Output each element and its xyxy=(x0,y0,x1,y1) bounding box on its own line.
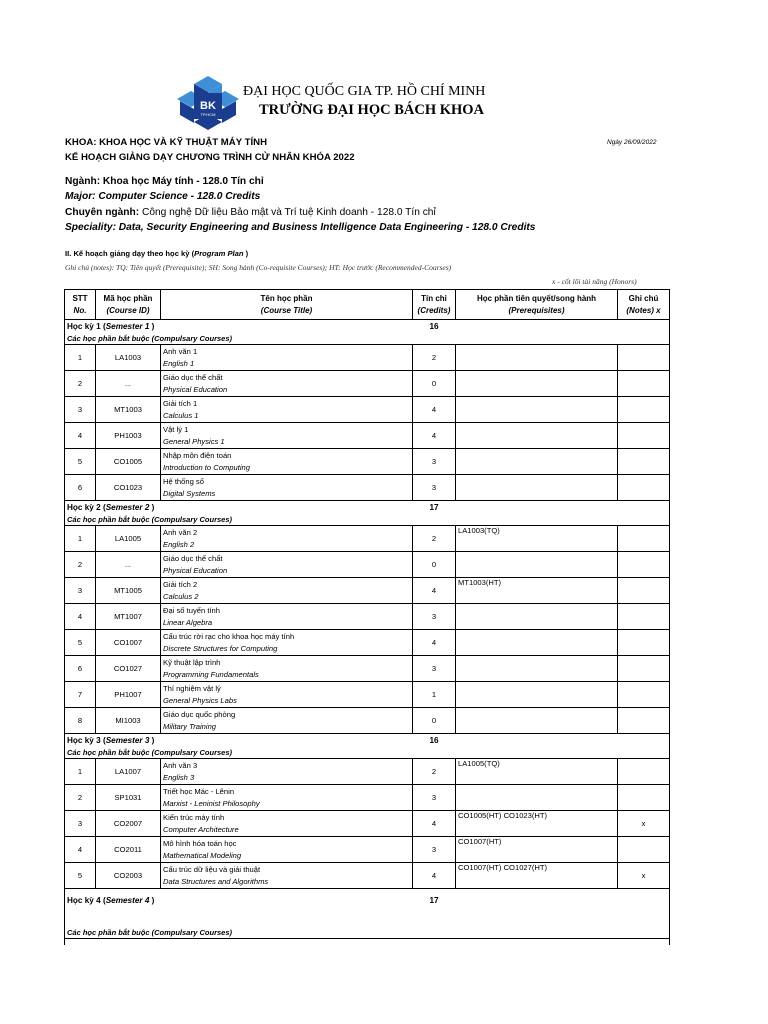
course-row xyxy=(65,708,670,734)
course-title-en xyxy=(163,617,410,629)
semester-label-vn: Học kỳ 2 ( xyxy=(67,503,106,512)
semester-credits: 16 xyxy=(413,320,456,334)
course-stt: 1 xyxy=(65,345,96,371)
course-title-vn: Anh văn 3 xyxy=(163,760,198,770)
course-note xyxy=(618,552,670,578)
course-row xyxy=(65,371,670,397)
course-title-en-text: Data Structures and Algorithms xyxy=(163,876,269,886)
course-title-en xyxy=(163,488,410,500)
course-stt: 2 xyxy=(65,371,96,397)
course-id: CO2003 xyxy=(96,863,161,889)
course-title-vn: Mô hình hóa toán học xyxy=(163,838,237,848)
course-row xyxy=(65,785,670,811)
course-title-en-text: Discrete Structures for Computing xyxy=(163,643,278,653)
course-stt: 6 xyxy=(65,475,96,501)
semester-label-vn: Học kỳ 4 ( xyxy=(67,896,106,905)
course-title-en-text: Computer Architecture xyxy=(163,824,239,834)
semester-label xyxy=(65,320,413,334)
course-title xyxy=(161,552,413,578)
course-note xyxy=(618,345,670,371)
course-credits: 3 xyxy=(413,475,456,501)
course-prerequisites: LA1003(TQ) xyxy=(456,526,618,552)
course-note xyxy=(618,578,670,604)
course-id: ... xyxy=(96,552,161,578)
speciality-vn-value: Công nghệ Dữ liệu Bảo mật và Trí tuệ Kinh doanh - 128.0 Tín chỉ xyxy=(141,206,436,218)
course-stt: 6 xyxy=(65,656,96,682)
course-title-en-text: Calculus 2 xyxy=(163,591,199,601)
semester-spacer xyxy=(456,320,670,334)
course-title-en xyxy=(163,384,410,396)
document-date: Ngày 26/09/2022 xyxy=(607,139,657,146)
course-row xyxy=(65,552,670,578)
course-stt: 7 xyxy=(65,682,96,708)
semester-row xyxy=(65,734,670,748)
semester-label-vn: Học kỳ 3 ( xyxy=(67,736,106,745)
course-title-en-text: General Physics 1 xyxy=(163,436,225,446)
course-title-en-text: Physical Education xyxy=(163,384,228,394)
course-row xyxy=(65,682,670,708)
course-title xyxy=(161,682,413,708)
course-credits: 0 xyxy=(413,371,456,397)
course-id: MI1003 xyxy=(96,708,161,734)
course-prerequisites xyxy=(456,630,618,656)
course-id: CO1027 xyxy=(96,656,161,682)
semester-label xyxy=(65,734,413,748)
course-title xyxy=(161,423,413,449)
category-row xyxy=(65,333,670,345)
course-note: x xyxy=(618,863,670,889)
university-logo xyxy=(177,76,239,130)
course-row xyxy=(65,656,670,682)
course-id: CO1023 xyxy=(96,475,161,501)
course-note xyxy=(618,785,670,811)
header-course-id: Mã học phần (Course ID) xyxy=(96,290,161,320)
major-block xyxy=(65,174,535,236)
course-row xyxy=(65,759,670,785)
course-title xyxy=(161,578,413,604)
course-credits: 4 xyxy=(413,423,456,449)
course-row xyxy=(65,630,670,656)
course-prerequisites xyxy=(456,785,618,811)
course-note xyxy=(618,630,670,656)
course-row xyxy=(65,811,670,837)
course-stt: 3 xyxy=(65,811,96,837)
course-title xyxy=(161,837,413,863)
course-id: LA1003 xyxy=(96,345,161,371)
course-id: CO2011 xyxy=(96,837,161,863)
course-note xyxy=(618,449,670,475)
course-credits: 4 xyxy=(413,863,456,889)
university-name: ĐẠI HỌC QUỐC GIA TP. HỒ CHÍ MINH xyxy=(243,84,486,99)
course-title-en-text: Physical Education xyxy=(163,565,228,575)
course-prerequisites: CO1007(HT) CO1027(HT) xyxy=(456,863,618,889)
course-title xyxy=(161,604,413,630)
course-credits: 0 xyxy=(413,552,456,578)
major-en: Major: Computer Science - 128.0 Credits xyxy=(65,191,261,203)
course-note xyxy=(618,682,670,708)
semester-label-end: ) xyxy=(149,503,155,512)
course-id: MT1003 xyxy=(96,397,161,423)
course-title-en-text: English 1 xyxy=(163,358,195,368)
program-plan-table xyxy=(64,289,670,945)
semester-credits: 16 xyxy=(413,734,456,748)
course-title-en xyxy=(163,643,410,655)
course-title xyxy=(161,397,413,423)
major-vn: Ngành: Khoa học Máy tính - 128.0 Tín chỉ xyxy=(65,176,264,187)
course-title-en-text: Digital Systems xyxy=(163,488,216,498)
semester-label-en: Semester 3 xyxy=(105,736,150,745)
course-prerequisites xyxy=(456,371,618,397)
course-row xyxy=(65,837,670,863)
course-id: MT1005 xyxy=(96,578,161,604)
header-stt: STT No. xyxy=(65,290,96,320)
semester-spacer xyxy=(456,734,670,748)
course-title-en-text: English 3 xyxy=(163,772,195,782)
course-title-en xyxy=(163,798,410,810)
semester-credits: 17 xyxy=(413,889,456,913)
course-prerequisites xyxy=(456,604,618,630)
course-stt: 5 xyxy=(65,630,96,656)
course-id: CO1005 xyxy=(96,449,161,475)
course-id: LA1007 xyxy=(96,759,161,785)
semester-label-end: ) xyxy=(149,896,155,905)
course-title-vn: Nhập môn điện toán xyxy=(163,450,232,460)
logo-text: BK xyxy=(200,100,216,112)
semester-label xyxy=(65,889,413,913)
course-title-en-text: Mathematical Modeling xyxy=(163,850,242,860)
course-id: PH1003 xyxy=(96,423,161,449)
course-note xyxy=(618,837,670,863)
semester-label-en: Semester 2 xyxy=(105,503,150,512)
honors-legend: x - cốt lõi tài năng (Honors) xyxy=(552,277,637,286)
semester-spacer xyxy=(456,889,670,913)
course-prerequisites: CO1005(HT) CO1023(HT) xyxy=(456,811,618,837)
course-credits: 3 xyxy=(413,837,456,863)
course-title-vn: Vật lý 1 xyxy=(163,424,189,434)
course-title-en xyxy=(163,565,410,577)
school-name: TRƯỜNG ĐẠI HỌC BÁCH KHOA xyxy=(259,102,485,118)
course-credits: 3 xyxy=(413,604,456,630)
course-title-en xyxy=(163,462,410,474)
course-title-en-text: Marxist - Leninist Philosophy xyxy=(163,798,260,808)
course-title xyxy=(161,656,413,682)
course-title xyxy=(161,708,413,734)
course-stt: 2 xyxy=(65,785,96,811)
course-prerequisites xyxy=(456,345,618,371)
course-title-vn: Kiến trúc máy tính xyxy=(163,812,225,822)
course-prerequisites xyxy=(456,708,618,734)
course-note xyxy=(618,397,670,423)
course-prerequisites xyxy=(456,682,618,708)
semester-label-end: ) xyxy=(149,736,155,745)
course-credits: 0 xyxy=(413,708,456,734)
legend-notes: Ghi chú (notes): TQ: Tiên quyết (Prerequisite); SH: Song hành (Co-requisite Courses); HT: Học trước (Recommended-Courses) xyxy=(65,263,452,272)
semester-row xyxy=(65,320,670,334)
table-header-row xyxy=(65,290,670,320)
course-title-vn: Anh văn 1 xyxy=(163,346,198,356)
course-row xyxy=(65,475,670,501)
course-row xyxy=(65,423,670,449)
semester-row xyxy=(65,889,670,913)
speciality-vn xyxy=(65,205,535,220)
course-title-vn: Giáo dục thể chất xyxy=(163,553,223,563)
course-title-en xyxy=(163,358,410,370)
course-stt: 4 xyxy=(65,604,96,630)
course-credits: 2 xyxy=(413,759,456,785)
semester-label-end: ) xyxy=(149,322,155,331)
course-title-vn: Triết học Mác - Lênin xyxy=(163,786,235,796)
course-title-vn: Cấu trúc dữ liệu và giải thuật xyxy=(163,864,261,874)
course-id: LA1005 xyxy=(96,526,161,552)
course-note: x xyxy=(618,811,670,837)
course-credits: 2 xyxy=(413,526,456,552)
category-label: Các học phần bắt buộc (Compulsary Courses) xyxy=(65,333,670,345)
course-title-vn: Giáo dục thể chất xyxy=(163,372,223,382)
course-title-en-text: Military Training xyxy=(163,721,217,731)
course-title xyxy=(161,811,413,837)
semester-label xyxy=(65,501,413,515)
course-title xyxy=(161,345,413,371)
course-stt: 1 xyxy=(65,759,96,785)
course-prerequisites: CO1007(HT) xyxy=(456,837,618,863)
course-note xyxy=(618,604,670,630)
semester-label-en: Semester 4 xyxy=(105,896,150,905)
course-row xyxy=(65,863,670,889)
course-stt: 2 xyxy=(65,552,96,578)
semester-row xyxy=(65,501,670,515)
course-title-en-text: Linear Algebra xyxy=(163,617,213,627)
category-label: Các học phần bắt buộc (Compulsary Courses) xyxy=(65,514,670,526)
course-title xyxy=(161,759,413,785)
category-row xyxy=(65,912,670,939)
section-label-en: Program Plan xyxy=(194,249,244,258)
course-credits: 4 xyxy=(413,397,456,423)
semester-label-vn: Học kỳ 1 ( xyxy=(67,322,106,331)
course-prerequisites xyxy=(456,397,618,423)
course-title-en xyxy=(163,591,410,603)
speciality-en: Speciality: Data, Security Engineering and Business Intelligence Data Engineering - 128.0 Credits xyxy=(65,222,536,234)
course-title-vn: Cấu trúc rời rạc cho khoa học máy tính xyxy=(163,631,295,641)
semester-label-en: Semester 1 xyxy=(105,322,150,331)
course-note xyxy=(618,475,670,501)
speciality-vn-label: Chuyên ngành: xyxy=(65,206,140,218)
course-title-vn: Kỹ thuật lập trình xyxy=(163,657,221,667)
course-title-en-text: English 2 xyxy=(163,539,195,549)
course-title-en xyxy=(163,436,410,448)
course-row xyxy=(65,397,670,423)
course-title xyxy=(161,475,413,501)
course-id: ... xyxy=(96,371,161,397)
course-id: SP1031 xyxy=(96,785,161,811)
course-row xyxy=(65,604,670,630)
course-title-en xyxy=(163,772,410,784)
course-title-en xyxy=(163,721,410,733)
course-credits: 3 xyxy=(413,656,456,682)
course-title-en-text: General Physics Labs xyxy=(163,695,237,705)
course-row xyxy=(65,526,670,552)
course-prerequisites: LA1005(TQ) xyxy=(456,759,618,785)
category-row xyxy=(65,514,670,526)
course-prerequisites: MT1003(HT) xyxy=(456,578,618,604)
course-note xyxy=(618,759,670,785)
course-id: CO1007 xyxy=(96,630,161,656)
university-title xyxy=(243,84,543,118)
course-note xyxy=(618,656,670,682)
semester-spacer xyxy=(456,501,670,515)
section-heading xyxy=(65,249,248,258)
header-credits: Tín chỉ (Credits) xyxy=(413,290,456,320)
course-title-vn: Giải tích 2 xyxy=(163,579,198,589)
course-row xyxy=(65,449,670,475)
course-title xyxy=(161,863,413,889)
course-note xyxy=(618,708,670,734)
course-stt: 8 xyxy=(65,708,96,734)
category-row xyxy=(65,747,670,759)
semester-credits: 17 xyxy=(413,501,456,515)
section-label: II. Kế hoạch giảng dạy theo học kỳ ( xyxy=(65,249,195,258)
course-title-en xyxy=(163,539,410,551)
course-title xyxy=(161,371,413,397)
course-stt: 1 xyxy=(65,526,96,552)
course-prerequisites xyxy=(456,552,618,578)
course-stt: 5 xyxy=(65,449,96,475)
logo-subtext: TP.HCM xyxy=(200,112,216,117)
header-notes: Ghi chú (Notes) x xyxy=(618,290,670,320)
course-stt: 4 xyxy=(65,837,96,863)
category-label: Các học phần bắt buộc (Compulsary Courses) xyxy=(65,912,670,939)
plan-title: KẾ HOẠCH GIẢNG DẠY CHƯƠNG TRÌNH CỬ NHÂN KHÓA 2022 xyxy=(65,152,355,163)
course-title-en xyxy=(163,876,410,888)
course-title-vn: Hệ thống số xyxy=(163,476,204,486)
table-tail xyxy=(65,939,670,946)
course-title-vn: Giáo dục quốc phòng xyxy=(163,709,236,719)
course-id: CO2007 xyxy=(96,811,161,837)
course-prerequisites xyxy=(456,449,618,475)
course-prerequisites xyxy=(456,656,618,682)
course-stt: 5 xyxy=(65,863,96,889)
course-title xyxy=(161,526,413,552)
course-title-en-text: Introduction to Computing xyxy=(163,462,250,472)
course-credits: 4 xyxy=(413,630,456,656)
course-stt: 4 xyxy=(65,423,96,449)
course-title-en xyxy=(163,850,410,862)
course-credits: 3 xyxy=(413,785,456,811)
course-title-vn: Đại số tuyến tính xyxy=(163,605,220,615)
course-prerequisites xyxy=(456,475,618,501)
table-tail-row xyxy=(65,939,670,946)
course-stt: 3 xyxy=(65,397,96,423)
course-title-en xyxy=(163,824,410,836)
course-credits: 4 xyxy=(413,811,456,837)
header-prerequisites: Học phần tiên quyết/song hành (Prerequisites) xyxy=(456,290,618,320)
course-credits: 1 xyxy=(413,682,456,708)
course-title-en xyxy=(163,410,410,422)
course-note xyxy=(618,371,670,397)
course-title-en-text: Programming Fundamentals xyxy=(163,669,259,679)
course-title-en xyxy=(163,695,410,707)
course-title xyxy=(161,630,413,656)
course-prerequisites xyxy=(456,423,618,449)
course-row xyxy=(65,345,670,371)
header-course-title: Tên học phần (Course Title) xyxy=(161,290,413,320)
faculty-heading: KHOA: KHOA HỌC VÀ KỸ THUẬT MÁY TÍNH xyxy=(65,137,267,148)
course-credits: 4 xyxy=(413,578,456,604)
course-credits: 2 xyxy=(413,345,456,371)
category-label: Các học phần bắt buộc (Compulsary Courses) xyxy=(65,747,670,759)
course-title-vn: Thí nghiệm vật lý xyxy=(163,683,221,693)
course-title-vn: Anh văn 2 xyxy=(163,527,198,537)
course-title xyxy=(161,449,413,475)
course-title xyxy=(161,785,413,811)
course-title-en xyxy=(163,669,410,681)
course-id: MT1007 xyxy=(96,604,161,630)
course-note xyxy=(618,526,670,552)
course-note xyxy=(618,423,670,449)
section-label-end: ) xyxy=(243,249,249,258)
course-title-vn: Giải tích 1 xyxy=(163,398,198,408)
course-title-en-text: Calculus 1 xyxy=(163,410,199,420)
course-row xyxy=(65,578,670,604)
course-id: PH1007 xyxy=(96,682,161,708)
course-credits: 3 xyxy=(413,449,456,475)
course-stt: 3 xyxy=(65,578,96,604)
